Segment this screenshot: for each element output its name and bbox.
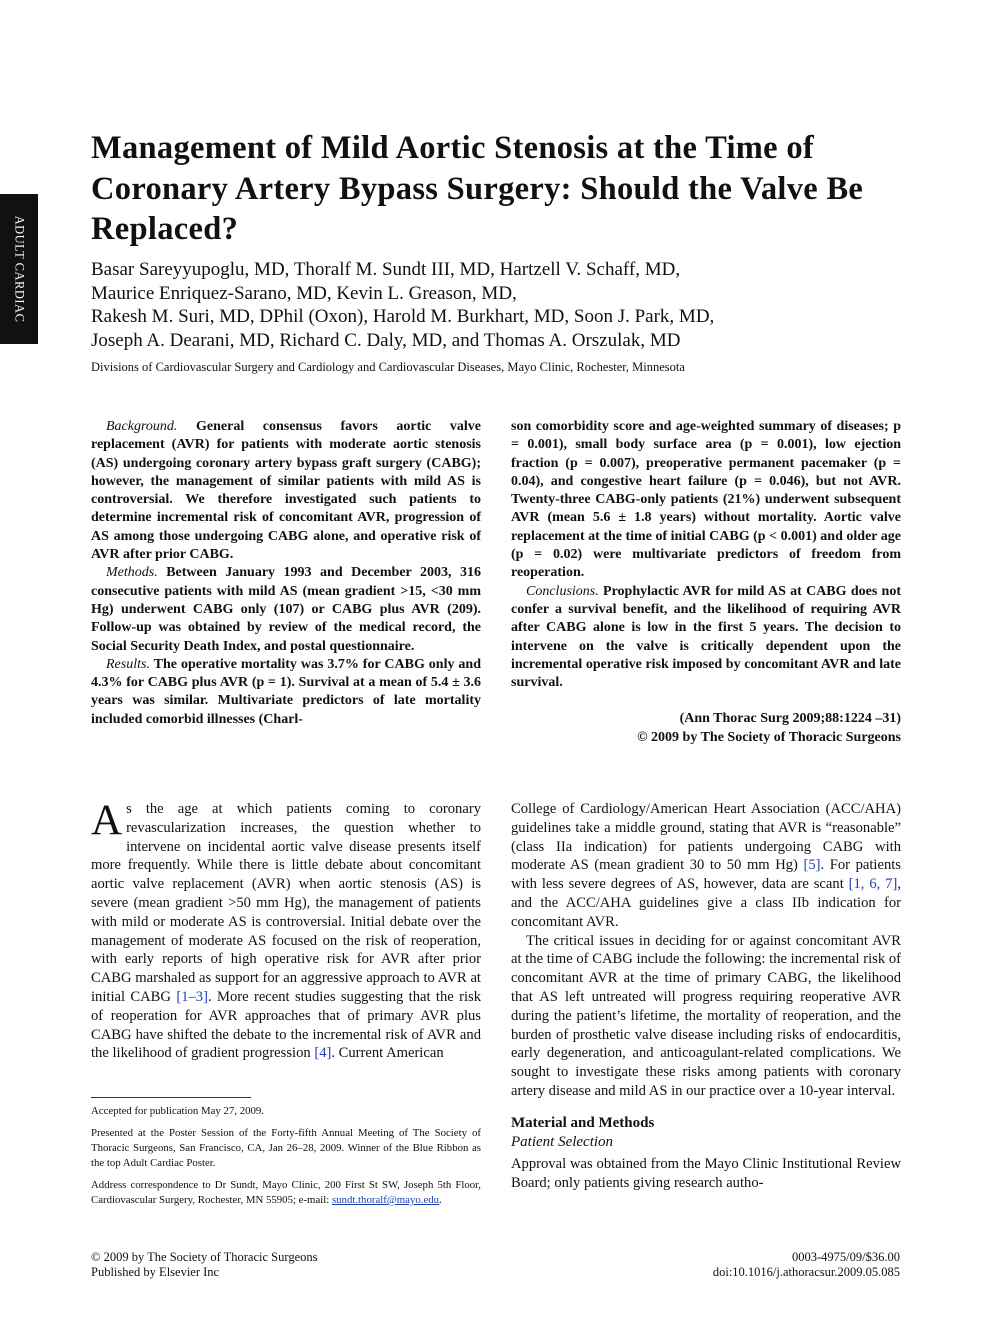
affiliation: Divisions of Cardiovascular Surgery and Cardiology and Cardiovascular Diseases, Mayo Clinic, Rochester, Minnesota bbox=[91, 360, 685, 374]
article-title: Management of Mild Aortic Stenosis at the Time of Coronary Artery Bypass Surgery: Should the Valve Be Replaced? bbox=[91, 130, 864, 247]
citation-block bbox=[511, 710, 901, 747]
page-footer-left bbox=[91, 1250, 317, 1280]
author-line: Rakesh M. Suri, MD, DPhil (Oxon), Harold M. Burkhart, MD, Soon J. Park, MD, bbox=[91, 306, 715, 327]
results-label: Results. bbox=[106, 656, 150, 672]
abstract-background bbox=[91, 418, 481, 564]
guidelines-paragraph bbox=[511, 800, 901, 932]
section-heading: Material and Methods bbox=[511, 1114, 655, 1131]
author-list bbox=[91, 258, 911, 352]
abstract-conclusions bbox=[511, 583, 901, 693]
intro-paragraph bbox=[91, 797, 482, 1063]
body-left-column bbox=[91, 797, 482, 1063]
journal-citation: (Ann Thorac Surg 2009;88:1224 –31) bbox=[679, 711, 901, 727]
reference-link[interactable]: [1–3] bbox=[176, 988, 208, 1005]
address-end: . bbox=[439, 1194, 442, 1206]
methods-label: Methods. bbox=[106, 565, 158, 581]
drop-cap: A bbox=[91, 797, 123, 844]
intro-text: s the age at which patients coming to coronary revascularization increases, the question whether to intervene on incidental aortic valve disease presents itself more frequently. While there is little debate about concomitant aortic valve replacement (AVR) when aortic stenosis (AS) is severe (mean gradient >50 mm Hg), the management of patients with mild or moderate AS is controversial. Initial debate over the management of moderate AS focused on the risk of reoperation, with early reports of high operative risk for AVR after prior CABG marshaled as support for an aggressive approach to AVR at initial CABG bbox=[91, 801, 481, 1005]
abstract-right-column bbox=[511, 418, 901, 747]
author-line: Maurice Enriquez-Sarano, MD, Kevin L. Greason, MD, bbox=[91, 282, 517, 304]
footer-publisher: Published by Elsevier Inc bbox=[91, 1265, 220, 1279]
page-footer-right bbox=[600, 1250, 900, 1280]
footnote-address bbox=[91, 1178, 481, 1208]
reference-link[interactable]: [4] bbox=[314, 1045, 332, 1062]
conclusions-text: Prophylactic AVR for mild AS at CABG does not confer a survival benefit, and the likelihood of requiring AVR after CABG alone is low in the first 5 years. The decision to intervene on the valve is critically dependent upon the incremental operative risk imposed by concomitant AVR and late survival. bbox=[511, 583, 901, 691]
side-tab-label: ADULT CARDIAC bbox=[12, 215, 27, 323]
background-label: Background. bbox=[106, 419, 178, 434]
abstract-left-column bbox=[91, 418, 481, 729]
abstract-methods bbox=[91, 564, 481, 655]
subsection-heading: Patient Selection bbox=[511, 1133, 614, 1150]
footer-copyright: © 2009 by The Society of Thoracic Surgeons bbox=[91, 1250, 318, 1264]
body-text: , and the ACC/AHA guidelines give a class IIb indication for concomitant AVR. bbox=[511, 876, 901, 930]
footnote-accepted: Accepted for publication May 27, 2009. bbox=[91, 1105, 265, 1117]
body-right-column bbox=[511, 800, 901, 1192]
reference-link[interactable]: [5] bbox=[803, 857, 821, 874]
background-text: General consensus favors aortic valve replacement (AVR) for patients with moderate aortic stenosis (AS) undergoing coronary artery bypass graft surgery (CABG); however, the management of similar patients with mild AS is controversial. We therefore investigated such patients to determine incremental risk of concomitant AVR, progression of AS among those undergoing CABG alone, and operative risk of AVR after prior CABG. bbox=[91, 419, 482, 563]
section-side-tab bbox=[0, 194, 38, 344]
footer-issn: 0003-4975/09/$36.00 bbox=[792, 1250, 900, 1264]
intro-text: . Current American bbox=[331, 1045, 444, 1062]
results-text: The operative mortality was 3.7% for CABG only and 4.3% for CABG plus AVR (p = 1). Survival at a mean of 5.4 ± 3.6 years was similar. Multivariate predictors of late mortality included comorbid illnesses (Charl- bbox=[91, 656, 481, 727]
abstract-results-continued bbox=[511, 418, 901, 583]
methods-text: Between January 1993 and December 2003, 316 consecutive patients with mild AS (mean gradient >15, <30 mm Hg) underwent CABG only (107) or CABG plus AVR (209). Follow-up was obtained by review of the medical record, the Social Security Death Index, and postal questionnaire. bbox=[91, 565, 481, 654]
footnote-divider bbox=[91, 1097, 251, 1098]
author-line: Joseph A. Dearani, MD, Richard C. Daly, MD, and Thomas A. Orszulak, MD bbox=[91, 329, 681, 351]
reference-link[interactable]: [1, 6, 7] bbox=[848, 876, 898, 893]
abstract-copyright: © 2009 by The Society of Thoracic Surgeons bbox=[637, 729, 901, 745]
critical-issues-paragraph: The critical issues in deciding for or against concomitant AVR at the time of CABG include the following: the incremental risk of concomitant AVR at the time of primary CABG, the likelihood that AS left untreated will progress requiring reoperative AVR during the patient’s lifetime, the mortality of reoperation, and the burden of prosthetic valve disease including risks of endocarditis, early degeneration, and anticoagulant-related complications. We sought to investigate these risks among patients with coronary artery disease and mild AS in our practice over a 10-year interval. bbox=[511, 932, 901, 1099]
footnote-presented: Presented at the Poster Session of the Forty-fifth Annual Meeting of The Society of Thoracic Surgeons, San Francisco, CA, Jan 26–28, 2009. Winner of the Blue Ribbon as the top Adult Cardiac Poster. bbox=[91, 1127, 481, 1169]
footnotes bbox=[91, 1104, 481, 1215]
address-text: Address correspondence to Dr Sundt, Mayo Clinic, 200 First St SW, Joseph 5th Floor, Cardiovascular Surgery, Rochester, MN 55905; e-mail: bbox=[91, 1179, 481, 1206]
email-link[interactable]: sundt.thoralf@mayo.edu bbox=[331, 1194, 440, 1206]
body-text: . For patients with less severe degrees of AS, however, data are scant bbox=[511, 857, 901, 893]
intro-text: . More recent studies suggesting that the risk of reoperation for AVR approaches that of primary AVR plus CABG have shifted the debate to the incremental risk of AVR and the likelihood of gradient progression bbox=[91, 988, 482, 1062]
author-line: Basar Sareyyupoglu, MD, Thoralf M. Sundt III, MD, Hartzell V. Schaff, MD, bbox=[91, 259, 681, 280]
results-text-continued: son comorbidity score and age-weighted summary of diseases; p = 0.001), small body surface area (p = 0.001), low ejection fraction (p = 0.007), preoperative permanent pacemaker (p = 0.04), and congestive heart failure (p = 0.046), but not AVR. Twenty-three CABG-only patients (21%) underwent subsequent AVR (mean 5.6 ± 1.8 years) without mortality. Aortic valve replacement at the time of initial CABG (p < 0.001) and older age (p = 0.02) were multivariate predictors of freedom from reoperation. bbox=[511, 419, 901, 581]
footer-doi: doi:10.1016/j.athoracsur.2009.05.085 bbox=[712, 1265, 900, 1279]
conclusions-label: Conclusions. bbox=[526, 583, 599, 599]
methods-paragraph: Approval was obtained from the Mayo Clinic Institutional Review Board; only patients giving research autho- bbox=[511, 1155, 901, 1191]
abstract-results bbox=[91, 656, 481, 729]
body-text: College of Cardiology/American Heart Association (ACC/AHA) guidelines take a middle ground, stating that AVR is “reasonable” (class IIa indication) for patients undergoing CABG with moderate AS (mean gradient 30 to 50 mm Hg) bbox=[511, 801, 901, 874]
